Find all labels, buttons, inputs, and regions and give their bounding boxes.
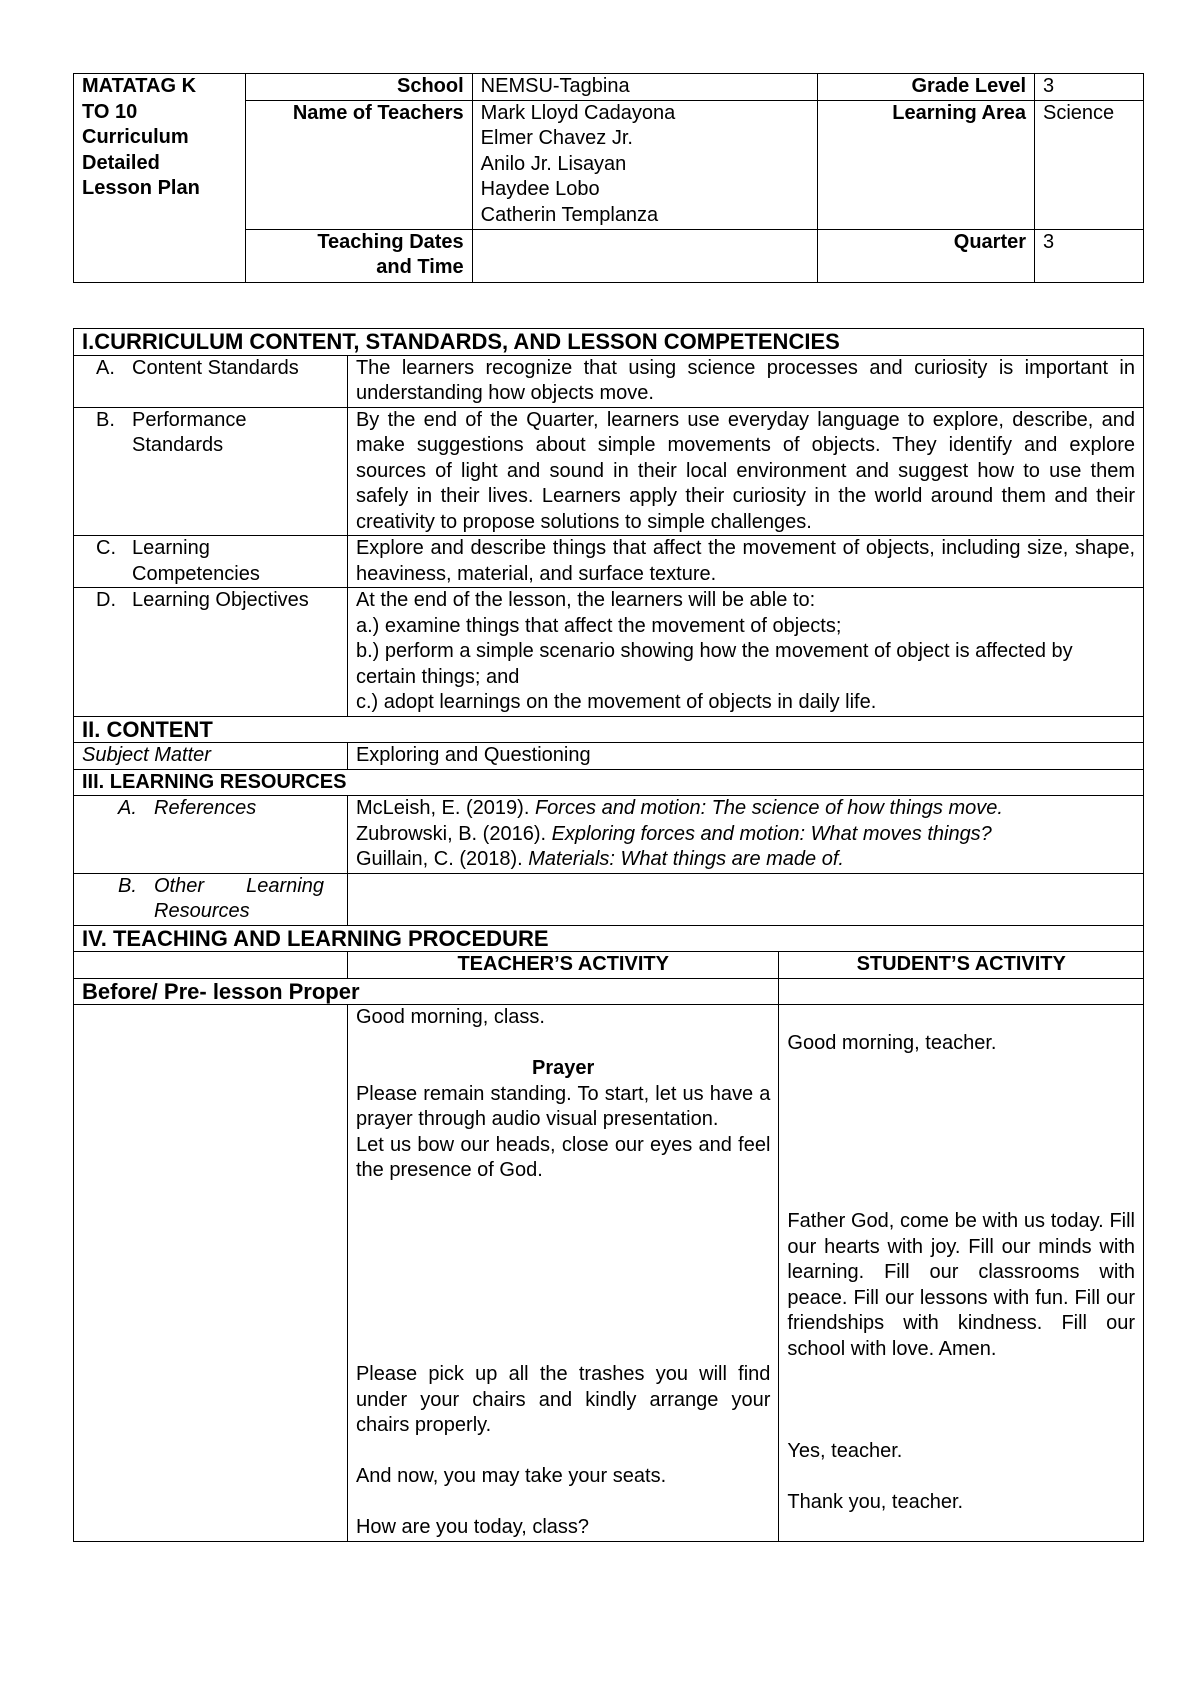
learning-competencies-text: Explore and describe things that affect the movement of objects, including size, shape, heaviness, material, and surface texture.: [347, 536, 1143, 588]
phase-blank: [779, 978, 1144, 1005]
teacher-name: Haydee Lobo: [480, 178, 600, 200]
teacher-name: Elmer Chavez Jr.: [480, 127, 633, 149]
subject-matter-label: Subject Matter: [74, 743, 348, 770]
student-activity-cell: [779, 1005, 1144, 1542]
other-resources-value: [347, 873, 1143, 925]
teacher-name: Anilo Jr. Lisayan: [480, 152, 627, 175]
teacher-activity-cell: [347, 1005, 778, 1542]
teacher-trash-instruction: Please pick up all the trashes you will find under your chairs and kindly arrange your chairs properly.: [355, 1363, 771, 1436]
section-content-title: II. CONTENT: [74, 716, 1144, 743]
teachers-list: [472, 100, 818, 229]
reference-item: Zubrowski, B. (2016). Exploring forces and motion: What moves things?: [355, 822, 992, 845]
teacher-prayer-instruction: Let us bow our heads, close our eyes and feel the presence of God.: [355, 1133, 771, 1181]
subject-matter-value: Exploring and Questioning: [347, 743, 1143, 770]
lesson-plan-table: [73, 328, 1144, 1542]
quarter-value: 3: [1035, 229, 1144, 282]
teacher-question: How are you today, class?: [355, 1516, 590, 1538]
teacher-name: Catherin Templanza: [480, 203, 659, 226]
teachers-label: Name of Teachers: [245, 100, 472, 229]
teacher-seat-instruction: And now, you may take your seats.: [355, 1465, 667, 1487]
document-title: MATATAG K TO 10 Curriculum Detailed Lesson Plan: [74, 74, 246, 283]
section-resources-title: III. LEARNING RESOURCES: [74, 769, 1144, 796]
header-table: [73, 73, 1144, 283]
teacher-name: Mark Lloyd Cadayona: [480, 101, 676, 124]
student-activity-header: STUDENT’S ACTIVITY: [779, 952, 1144, 979]
prayer-heading: Prayer: [532, 1057, 595, 1079]
school-label: School: [245, 74, 472, 101]
reference-item: Guillain, C. (2018). Materials: What things are made of.: [355, 848, 844, 870]
student-prayer: Father God, come be with us today. Fill our hearts with joy. Fill our minds with learning. Fill our classrooms with peace. Fill our lessons with fun. Fill our friendships with kindness. Fill our school with love. Amen.: [787, 1210, 1135, 1360]
quarter-label: Quarter: [818, 229, 1035, 282]
other-resources-label: B. Other Learning Resources: [74, 873, 348, 925]
procedure-blank: [74, 1005, 348, 1542]
learning-area-value: Science: [1035, 100, 1144, 229]
references-label: A. References: [74, 796, 348, 874]
school-value: NEMSU-Tagbina: [472, 74, 818, 101]
teacher-greeting: Good morning, class.: [355, 1006, 545, 1028]
performance-standards-label: B. Performance Standards: [74, 407, 348, 536]
objective-item: c.) adopt learnings on the movement of objects in daily life.: [355, 691, 877, 713]
teaching-dates-value: [472, 229, 818, 282]
grade-level-value: 3: [1035, 74, 1144, 101]
learning-objectives-label: D. Learning Objectives: [74, 588, 348, 717]
learning-area-label: Learning Area: [818, 100, 1035, 229]
objective-item: b.) perform a simple scenario showing how the movement of object is affected by certain things; and: [355, 640, 1073, 688]
content-standards-label: A. Content Standards: [74, 355, 348, 407]
learning-objectives-text: At the end of the lesson, the learners will be able to: a.) examine things that affect the movement of objects; b.) perform a simple scenario showing how the movement of object is affected by certain things; and c.) adopt learnings on the movement of objects in daily life.: [347, 588, 1143, 717]
learning-competencies-label: C. Learning Competencies: [74, 536, 348, 588]
phase-title: Before/ Pre- lesson Proper: [74, 978, 779, 1005]
student-greeting: Good morning, teacher.: [787, 1031, 997, 1054]
references-list: [347, 796, 1143, 874]
grade-level-label: Grade Level: [818, 74, 1035, 101]
student-reply: Yes, teacher.: [787, 1439, 903, 1462]
teacher-activity-header: TEACHER’S ACTIVITY: [347, 952, 778, 979]
section-procedure-title: IV. TEACHING AND LEARNING PROCEDURE: [74, 925, 1144, 952]
section-curriculum-title: I.CURRICULUM CONTENT, STANDARDS, AND LESSON COMPETENCIES: [74, 329, 1144, 356]
student-thanks: Thank you, teacher.: [787, 1490, 964, 1513]
content-standards-text: The learners recognize that using science processes and curiosity is important in understanding how objects move.: [347, 355, 1143, 407]
teaching-dates-label: Teaching Dates and Time: [245, 229, 472, 282]
teacher-prayer-instruction: Please remain standing. To start, let us have a prayer through audio visual presentation.: [355, 1082, 771, 1130]
procedure-blank-head: [74, 952, 348, 979]
objective-item: a.) examine things that affect the movement of objects;: [355, 614, 842, 637]
reference-item: McLeish, E. (2019). Forces and motion: The science of how things move.: [355, 797, 1003, 819]
performance-standards-text: By the end of the Quarter, learners use everyday language to explore, describe, and make suggestions about simple movements of objects. They identify and explore sources of light and sound in their local environment and suggest how to use them safely in their lives. Learners apply their curiosity in the world around them and their creativity to propose solutions to simple challenges.: [347, 407, 1143, 536]
